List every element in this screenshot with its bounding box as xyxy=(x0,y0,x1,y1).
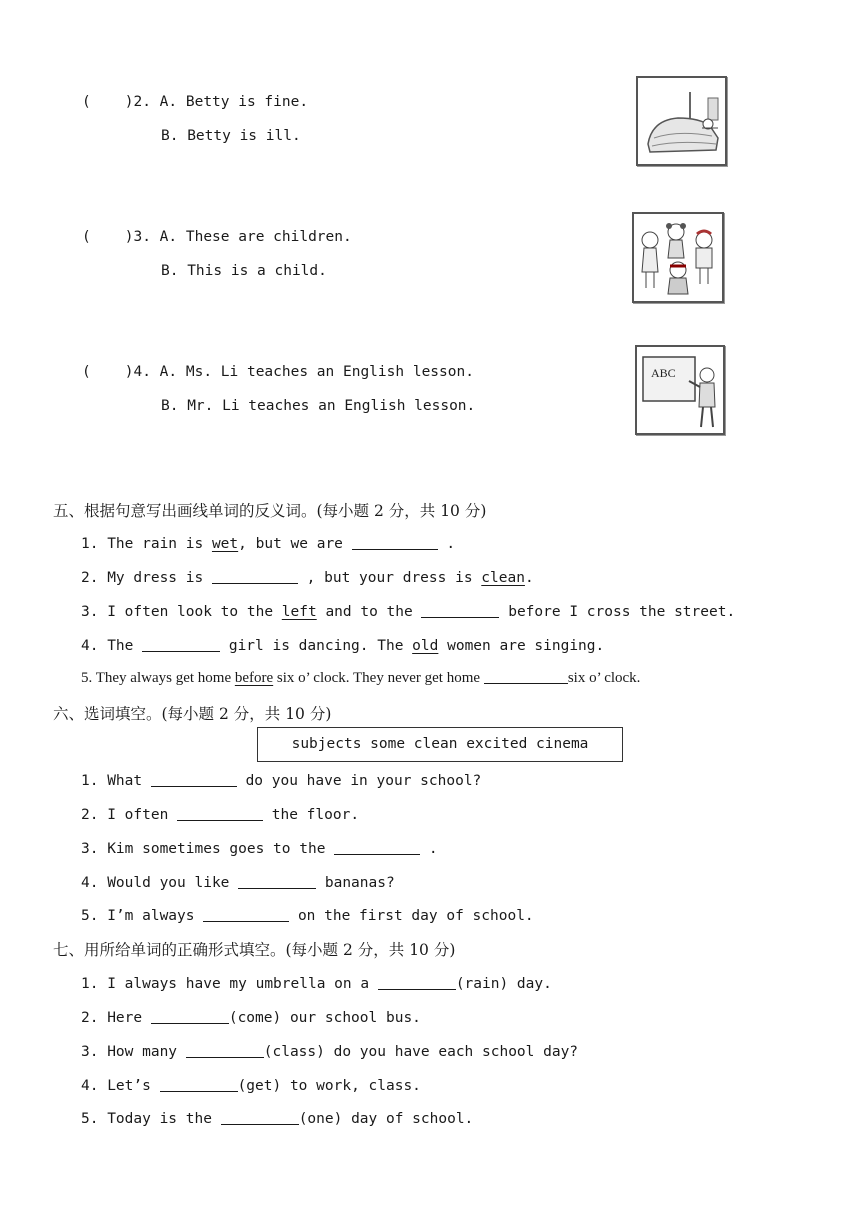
s7-item-4: 4. Let’s (get) to work, class. xyxy=(81,1078,421,1094)
answer-blank[interactable] xyxy=(151,771,237,787)
option-a: A. These are children. xyxy=(159,229,352,245)
section5-title: 五、根据句意写出画线单词的反义词。(每小题 2 分，共 10 分) xyxy=(53,502,487,520)
s7-item-2: 2. Here (come) our school bus. xyxy=(81,1010,421,1026)
answer-blank[interactable] xyxy=(421,602,499,618)
underlined-word: left xyxy=(281,604,317,620)
answer-blank[interactable] xyxy=(203,906,289,922)
question-number: 2. xyxy=(133,94,151,110)
s7-item-1: 1. I always have my umbrella on a (rain) day. xyxy=(81,976,552,992)
children-picture xyxy=(632,212,724,303)
s6-item-3: 3. Kim sometimes goes to the . xyxy=(81,841,438,857)
answer-paren-open[interactable]: ( xyxy=(82,94,91,110)
underlined-word: old xyxy=(412,638,439,654)
answer-blank[interactable] xyxy=(212,568,298,584)
option-a: A. Ms. Li teaches an English lesson. xyxy=(159,364,474,380)
answer-blank[interactable] xyxy=(352,534,438,550)
answer-blank[interactable] xyxy=(151,1008,229,1024)
s7-item-5: 5. Today is the (one) day of school. xyxy=(81,1111,474,1127)
sick-bed-picture xyxy=(636,76,727,166)
answer-paren-close[interactable]: ) xyxy=(124,229,134,245)
s5-item-3: 3. I often look to the left and to the before I cross the street. xyxy=(81,604,736,620)
section6-title: 六、选词填空。(每小题 2 分，共 10 分) xyxy=(53,705,332,723)
answer-blank[interactable] xyxy=(221,1109,299,1125)
option-b: B. Betty is ill. xyxy=(161,128,301,144)
answer-blank[interactable] xyxy=(186,1042,264,1058)
answer-blank[interactable] xyxy=(334,839,420,855)
question-number: 4. xyxy=(133,364,151,380)
answer-blank[interactable] xyxy=(142,636,220,652)
answer-blank[interactable] xyxy=(177,805,263,821)
s7-item-3: 3. How many (class) do you have each school day? xyxy=(81,1044,579,1060)
option-a: A. Betty is fine. xyxy=(159,94,309,110)
teacher-blackboard-picture xyxy=(635,345,725,435)
s5-item-2: 2. My dress is , but your dress is clean. xyxy=(81,570,534,586)
section7-title: 七、用所给单词的正确形式填空。(每小题 2 分，共 10 分) xyxy=(53,941,456,959)
s5-item-4: 4. The girl is dancing. The old women are singing. xyxy=(81,638,605,654)
answer-paren-open[interactable]: ( xyxy=(82,229,91,245)
answer-blank[interactable] xyxy=(484,668,568,684)
word-bank-box: subjects some clean excited cinema xyxy=(257,727,623,762)
s6-item-5: 5. I’m always on the first day of school. xyxy=(81,908,534,924)
answer-blank[interactable] xyxy=(238,873,316,889)
underlined-word: wet xyxy=(211,536,239,552)
option-b: B. This is a child. xyxy=(161,263,327,279)
question-number: 3. xyxy=(133,229,151,245)
s5-item-1: 1. The rain is wet, but we are . xyxy=(81,536,456,552)
answer-paren-close[interactable]: ) xyxy=(124,364,134,380)
answer-paren-open[interactable]: ( xyxy=(82,364,91,380)
blackboard-text: ABC xyxy=(651,366,676,380)
answer-blank[interactable] xyxy=(160,1076,238,1092)
s6-item-1: 1. What do you have in your school? xyxy=(81,773,482,789)
answer-blank[interactable] xyxy=(378,974,456,990)
option-b: B. Mr. Li teaches an English lesson. xyxy=(161,398,476,414)
answer-paren-close[interactable]: ) xyxy=(124,94,134,110)
s6-item-2: 2. I often the floor. xyxy=(81,807,360,823)
underlined-word: clean xyxy=(481,570,525,586)
s5-item-5: 5. They always get home before six o’ clock. They never get home six o’ clock. xyxy=(81,670,641,686)
underlined-word: before xyxy=(234,670,274,686)
s6-item-4: 4. Would you like bananas? xyxy=(81,875,395,891)
